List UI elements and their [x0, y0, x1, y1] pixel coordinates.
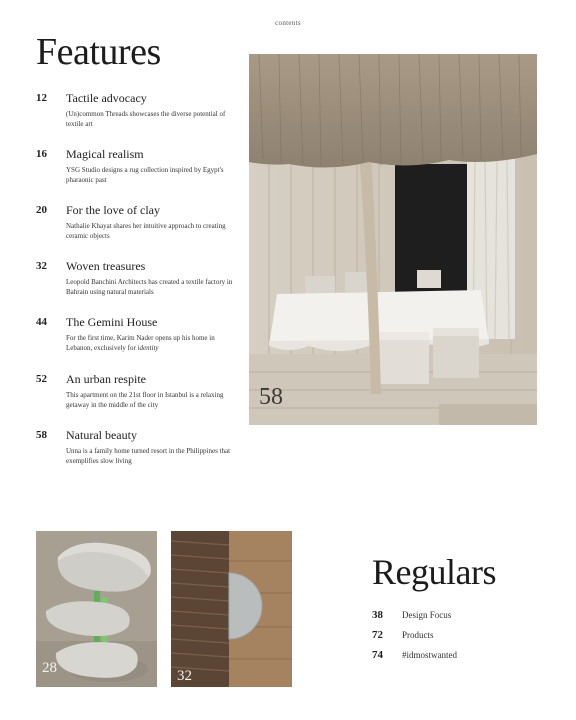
feature-description: This apartment on the 21st floor in Istanbul is a relaxing getaway in the middle of the city	[66, 391, 224, 409]
feature-page-number: 20	[36, 204, 47, 216]
thumbnail-left-page-number: 28	[42, 660, 57, 676]
feature-page-number: 52	[36, 373, 47, 385]
feature-description: YSG Studio designs a rug collection inspired by Egypt's pharaonic past	[66, 166, 224, 184]
feature-description: Nathalie Khayat shares her intuitive approach to creating ceramic objects	[66, 222, 226, 240]
features-heading: Features	[36, 31, 161, 73]
feature-title[interactable]: The Gemini House	[66, 315, 158, 329]
feature-title[interactable]: Tactile advocacy	[66, 91, 147, 105]
regulars-label[interactable]: Design Focus	[402, 610, 452, 620]
hero-photo-illustration	[249, 54, 537, 425]
thumbnail-materials-illustration	[171, 531, 292, 687]
feature-title[interactable]: Woven treasures	[66, 259, 146, 273]
hero-photo-page-number: 58	[259, 384, 283, 410]
regulars-label[interactable]: #idmostwanted	[402, 650, 457, 660]
feature-title[interactable]: Magical realism	[66, 147, 144, 161]
thumbnail-photo-materials[interactable]	[171, 531, 292, 687]
feature-description: Unna is a family home turned resort in the Philippines that exemplifies slow living	[66, 447, 231, 465]
regulars-page-number: 74	[372, 649, 383, 661]
regulars-page-number: 72	[372, 629, 383, 641]
feature-description: Leopold Banchini Architects has created a textile factory in Bahrain using natural materials	[66, 278, 233, 296]
regulars-label[interactable]: Products	[402, 630, 434, 640]
hero-photo[interactable]	[249, 54, 537, 425]
feature-title[interactable]: An urban respite	[66, 372, 146, 386]
feature-page-number: 16	[36, 148, 47, 160]
feature-title[interactable]: Natural beauty	[66, 428, 137, 442]
feature-description: (Un)common Threads showcases the diverse potential of textile art	[66, 110, 226, 128]
section-label: contents	[275, 19, 301, 27]
thumbnail-photo-tables[interactable]	[36, 531, 157, 687]
feature-title[interactable]: For the love of clay	[66, 203, 160, 217]
feature-page-number: 32	[36, 260, 47, 272]
magazine-name: identity	[137, 344, 159, 352]
thumbnail-right-page-number: 32	[177, 668, 192, 684]
regulars-heading: Regulars	[372, 552, 496, 592]
feature-page-number: 12	[36, 92, 47, 104]
feature-page-number: 44	[36, 316, 47, 328]
feature-page-number: 58	[36, 429, 47, 441]
feature-description: For the first time, Karim Nader opens up his home in Lebanon, exclusively for identity	[66, 334, 215, 352]
regulars-page-number: 38	[372, 609, 383, 621]
